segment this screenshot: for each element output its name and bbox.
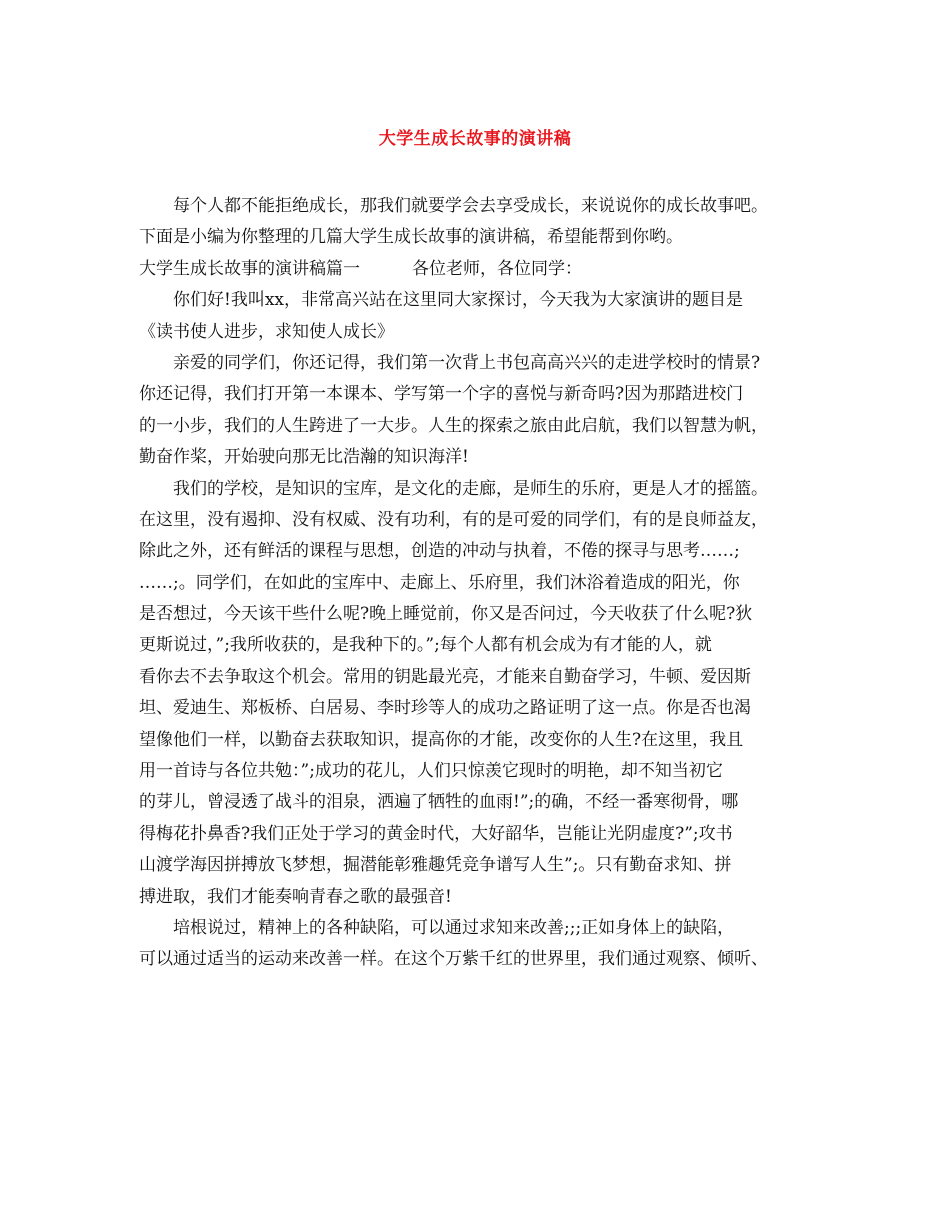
paragraph-line: 的芽儿，曾浸透了战斗的泪泉，洒遍了牺牲的血雨!”;的确，不经一番寒彻骨，哪	[139, 792, 739, 813]
paragraph-line: 搏进取，我们才能奏响青春之歌的最强音!	[139, 886, 452, 907]
paragraph-line: ……;。同学们，在如此的宝库中、走廊上、乐府里，我们沐浴着造成的阳光，你	[139, 572, 740, 593]
paragraph-line: 可以通过适当的运动来改善一样。在这个万紫千红的世界里，我们通过观察、倾听、	[139, 949, 768, 970]
paragraph-line: 更斯说过，”;我所收获的，是我种下的。”;每个人都有机会成为有才能的人，就	[139, 635, 712, 656]
paragraph-line: 你们好!我叫xx，非常高兴站在这里同大家探讨，今天我为大家演讲的题目是	[173, 290, 744, 311]
paragraph-line: 培根说过，精神上的各种缺陷，可以通过求知来改善;;;正如身体上的缺陷，	[173, 917, 735, 938]
paragraph-line: 《读书使人进步，求知使人成长》	[139, 321, 394, 342]
salutation: 各位老师，各位同学：	[412, 258, 582, 279]
paragraph-line: 得梅花扑鼻香?我们正处于学习的黄金时代，大好韶华，岂能让光阴虚度?”;攻书	[139, 823, 733, 844]
section-heading: 大学生成长故事的演讲稿篇一	[139, 258, 360, 279]
document-title: 大学生成长故事的演讲稿	[378, 129, 572, 149]
document-body	[139, 191, 819, 976]
paragraph-line: 在这里，没有遏抑、没有权威、没有功利，有的是可爱的同学们，有的是良师益友，	[139, 509, 768, 530]
paragraph-line: 用一首诗与各位共勉：”;成功的花儿，人们只惊羡它现时的明艳，却不知当初它	[139, 761, 723, 782]
paragraph-line: 亲爱的同学们，你还记得，我们第一次背上书包高高兴兴的走进学校时的情景?	[173, 352, 761, 373]
paragraph-line: 山渡学海因拼搏放飞梦想，掘潜能彰雅趣凭竞争谱写人生”;。只有勤奋求知、拼	[139, 855, 732, 876]
paragraph-line: 的一小步，我们的人生跨进了一大步。人生的探索之旅由此启航，我们以智慧为帆，	[139, 415, 768, 436]
paragraph-line: 勤奋作桨，开始驶向那无比浩瀚的知识海洋!	[139, 447, 469, 468]
paragraph-line: 下面是小编为你整理的几篇大学生成长故事的演讲稿，希望能帮到你哟。	[139, 227, 683, 248]
section-heading-line	[139, 254, 819, 285]
paragraph-line: 我们的学校，是知识的宝库，是文化的走廊，是师生的乐府，更是人才的摇篮。	[173, 478, 768, 499]
paragraph-line: 是否想过，今天该干些什么呢?晚上睡觉前，你又是否问过，今天收获了什么呢?狄	[139, 604, 753, 625]
paragraph-line: 除此之外，还有鲜活的课程与思想，创造的冲动与执着，不倦的探寻与思考……;	[139, 541, 740, 562]
paragraph-line: 你还记得，我们打开第一本课本、学写第一个字的喜悦与新奇吗?因为那踏进校门	[139, 384, 744, 405]
paragraph-line: 每个人都不能拒绝成长，那我们就要学会去享受成长，来说说你的成长故事吧。	[173, 196, 768, 216]
paragraph-line: 坦、爱迪生、郑板桥、白居易、李时珍等人的成功之路证明了这一点。你是否也渴	[139, 698, 751, 719]
paragraph-line: 望像他们一样，以勤奋去获取知识，提高你的才能，改变你的人生?在这里，我且	[139, 729, 744, 750]
paragraph-line: 看你去不去争取这个机会。常用的钥匙最光亮，才能来自勤奋学习，牛顿、爱因斯	[139, 666, 751, 687]
